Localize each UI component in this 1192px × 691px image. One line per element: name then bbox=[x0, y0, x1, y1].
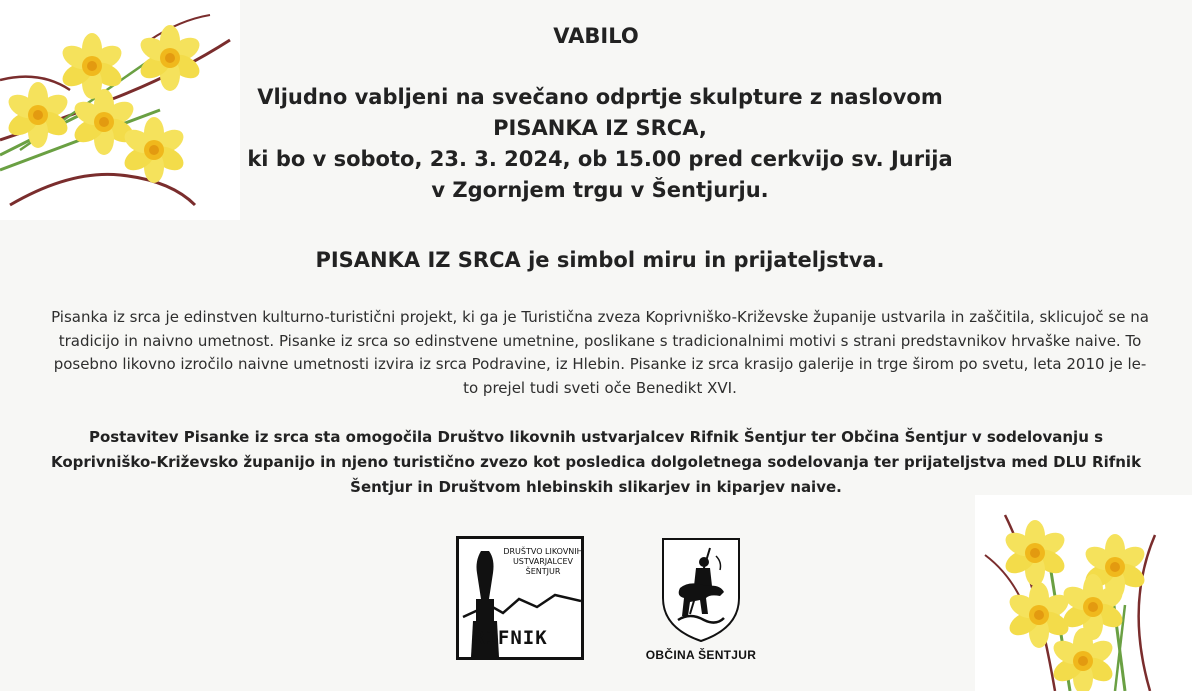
rifnik-society-name bbox=[503, 547, 583, 577]
sponsors-paragraph: Postavitev Pisanke iz srca sta omogočila Društvo likovnih ustvarjalcev Rifnik Šentjur ter Občina Šentjur v sodelovanju s Koprivniško-Križevsko županijo in njeno turistično zvezo kot posledica dolgoletnega sodelovanja ter prijateljstva med DLU Rifnik Šentjur in Društvom hlebinskih slikarjev in kiparjev naive. bbox=[50, 428, 1142, 496]
obcina-sentjur-logo bbox=[632, 532, 772, 664]
project-description: Pisanka iz srca je edinstven kulturno-turistični projekt, ki ga je Turistična zveza Koprivniško-Križevske županije ustvarila in zaščitila, sklicujoč se na tradicijo in naivno umetnost. Pisanke iz srca so edinstvene umetnine, poslikane s tradicionalnimi motivi s strani predstavnikov hrvaške naive. To posebno likovno izročilo naivne umetnosti izvira iz srca Podravine, iz Hlebin. Pisanke iz srca krasijo galerije in trge širom po svetu, leta 2010 je le-to prejel tudi sveti oče Benedikt XVI. bbox=[51, 308, 1149, 397]
invitation-location-line: v Zgornjem trgu v Šentjurju. bbox=[431, 178, 769, 202]
invitation-line-1: Vljudno vabljeni na svečano odprtje skulpture z naslovom bbox=[257, 85, 943, 109]
slogan: PISANKA IZ SRCA je simbol miru in prijateljstva. bbox=[315, 248, 885, 272]
invitation-title: VABILO bbox=[553, 24, 639, 48]
rifnik-line-1: DRUŠTVO LIKOVNIH bbox=[503, 547, 583, 556]
rifnik-wordmark: RIFNIK bbox=[473, 627, 548, 649]
coat-of-arms-st-george-icon bbox=[660, 536, 742, 644]
rifnik-logo bbox=[456, 536, 584, 660]
rifnik-line-2: USTVARJALCEV bbox=[512, 557, 574, 566]
rifnik-line-3: ŠENTJUR bbox=[525, 567, 561, 576]
invitation-details bbox=[240, 82, 960, 206]
obcina-sentjur-label: OBČINA ŠENTJUR bbox=[645, 648, 757, 662]
invitation-date-line: ki bo v soboto, 23. 3. 2024, ob 15.00 pred cerkvijo sv. Jurija bbox=[247, 147, 953, 171]
sculpture-name: PISANKA IZ SRCA, bbox=[493, 116, 707, 140]
daffodils-bottom-right-icon bbox=[975, 495, 1192, 691]
